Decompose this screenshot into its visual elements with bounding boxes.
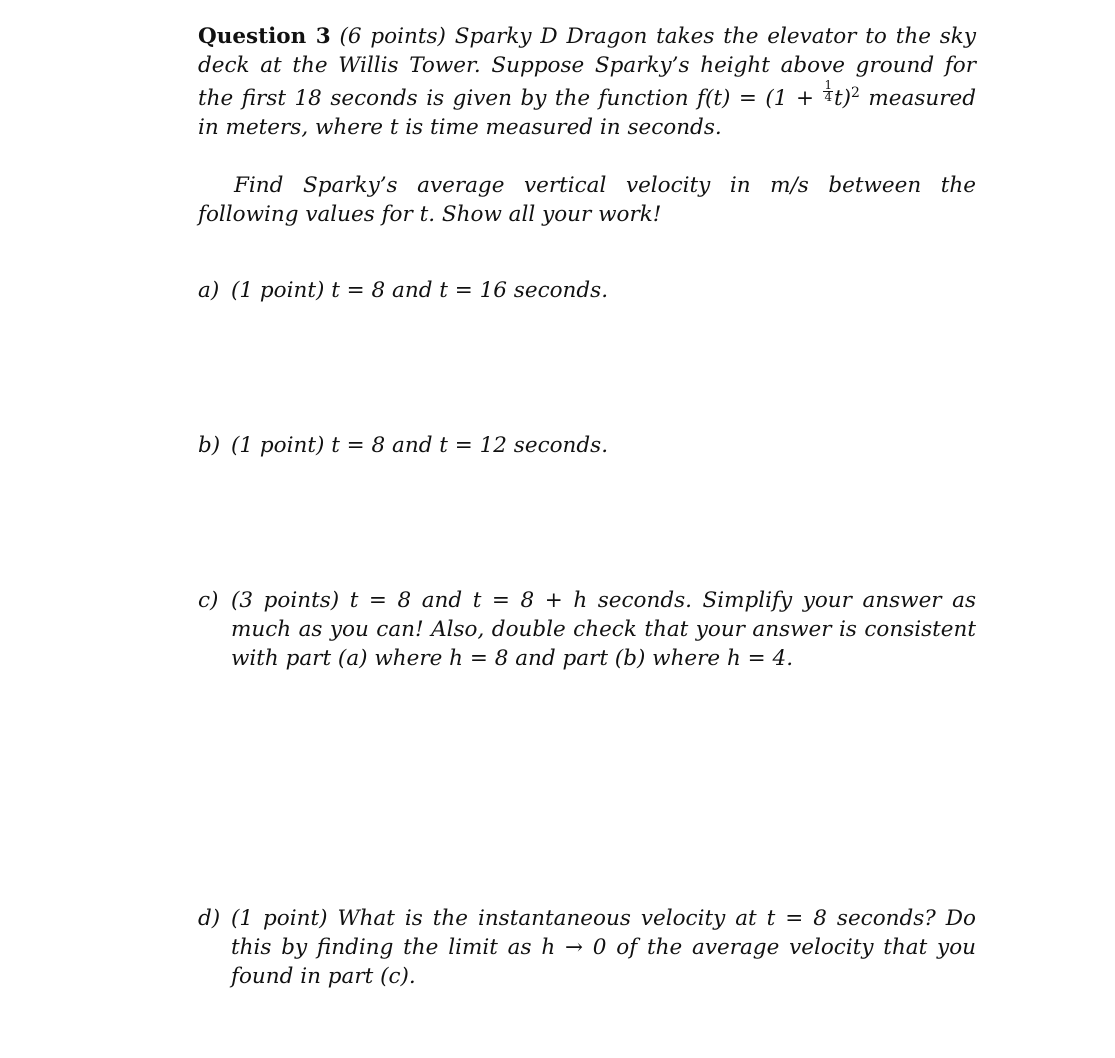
question-intro	[198, 22, 976, 142]
part-a-label: a)	[198, 278, 220, 303]
question-instructions: Find Sparky’s average vertical velocity in m/s between the following values for t. Show all your work!	[198, 172, 976, 227]
question-intro-text-2: measured in meters, where t is time measured in seconds.	[198, 85, 976, 140]
function-exponent: 2	[851, 85, 860, 102]
question-heading: Question 3	[198, 24, 331, 49]
function-lhs: f(t) = (1 +	[697, 85, 823, 111]
question-block	[198, 22, 976, 229]
part-b-label: b)	[198, 433, 221, 458]
part-c-text: (3 points) t = 8 and t = 8 + h seconds. Simplify your answer as much as you can! Also, double check that your answer is consistent with part (a) where h = 8 and part (b) where h = 4.	[231, 588, 976, 671]
part-a	[198, 276, 976, 305]
fraction-denominator: 4	[824, 89, 832, 104]
function-rhs: t)	[834, 85, 852, 111]
part-b	[198, 431, 976, 460]
fraction-numerator: 1	[824, 78, 832, 92]
part-b-text: (1 point) t = 8 and t = 12 seconds.	[231, 433, 609, 458]
part-c	[198, 586, 976, 673]
question-points: (6 points)	[339, 24, 446, 49]
part-a-text: (1 point) t = 8 and t = 16 seconds.	[231, 278, 609, 303]
part-c-label: c)	[198, 588, 219, 613]
part-d	[198, 904, 976, 991]
part-d-text: (1 point) What is the instantaneous velocity at t = 8 seconds? Do this by finding the limit as h → 0 of the average velocity that you found in part (c).	[231, 906, 976, 989]
question-intro-text-1: Sparky D Dragon takes the elevator to the sky deck at the Willis Tower. Suppose Sparky’s height above ground for the first 18 seconds is given by the function	[198, 24, 976, 111]
part-d-label: d)	[198, 906, 221, 931]
fraction-one-quarter	[823, 80, 833, 102]
